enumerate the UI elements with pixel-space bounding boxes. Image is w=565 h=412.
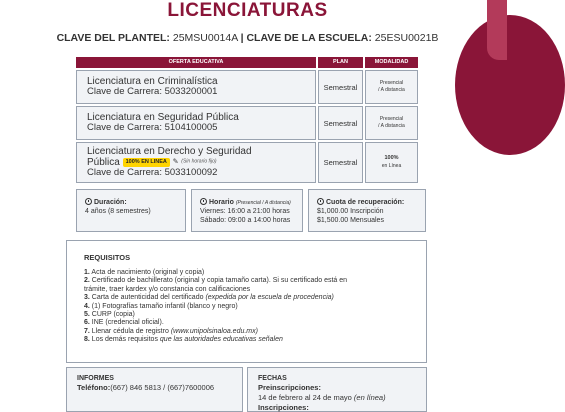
oferta-table xyxy=(76,57,420,183)
item-text: (1) Fotografías tamaño infantil (blanco y negro) xyxy=(91,302,238,310)
item-text: INE (credencial oficial). xyxy=(91,319,164,327)
list-item xyxy=(84,319,426,327)
duracion-value: 4 años (8 semestres) xyxy=(85,208,151,216)
item-text: Carta de autenticidad del certificado xyxy=(91,294,204,302)
requisitos-title: REQUISITOS xyxy=(84,253,131,262)
oferta-cell xyxy=(76,70,316,104)
list-item xyxy=(84,277,426,285)
informes-title: INFORMES xyxy=(77,375,114,382)
page-title: LICENCIATURAS xyxy=(167,0,328,21)
item-num: 4. xyxy=(84,302,90,310)
list-item xyxy=(84,328,426,336)
duracion-label: Duración: xyxy=(94,199,127,206)
modalidad-line-2: / A distancia xyxy=(378,87,405,93)
clock-icon xyxy=(85,198,92,205)
informes-box xyxy=(66,367,243,412)
modalidad-line-2: / A distancia xyxy=(378,123,405,129)
item-text: CURP (copia) xyxy=(91,310,135,318)
table-header xyxy=(76,57,420,68)
item-text: Certificado de bachillerato (original y copia tamaño carta). Si su certificado está en xyxy=(91,277,348,285)
horario-label: Horario xyxy=(209,199,234,206)
telefono-label: Teléfono: xyxy=(77,383,111,393)
clave-line xyxy=(0,32,495,44)
table-row xyxy=(76,106,420,140)
header-oferta: OFERTA EDUCATIVA xyxy=(76,57,316,68)
item-link: (www.unipolsinaloa.edu.mx) xyxy=(170,327,258,335)
money-icon xyxy=(317,198,324,205)
item-note: que las autoridades educativas señalen xyxy=(159,336,283,344)
oferta-cell xyxy=(76,142,316,183)
online-badge: 100% EN LINEA xyxy=(123,158,170,166)
fechas-box xyxy=(247,367,427,412)
modalidad-cell xyxy=(365,70,418,104)
preinscripciones-value: 14 de febrero al 24 de mayo xyxy=(258,392,352,402)
item-num: 2. xyxy=(84,277,90,285)
item-num: 5. xyxy=(84,310,90,318)
cuota-line-2: $1,500.00 Mensuales xyxy=(317,217,384,225)
item-num: 8. xyxy=(84,336,90,344)
item-num: 7. xyxy=(84,327,90,335)
list-item xyxy=(84,269,426,277)
plan-cell: Semestral xyxy=(318,70,363,104)
horario-box xyxy=(191,189,303,232)
horario-line-1: Viernes: 16:00 a 21:00 horas xyxy=(200,208,290,216)
pencil-icon: ✎ xyxy=(172,158,179,166)
inscripciones-label: Inscripciones: xyxy=(258,402,309,412)
clave-carrera: Clave de Carrera: 5033100092 xyxy=(87,167,218,179)
clave-plantel-label: CLAVE DEL PLANTEL: xyxy=(56,32,170,44)
cuota-box xyxy=(308,189,426,232)
table-row xyxy=(76,142,420,183)
clave-carrera: Clave de Carrera: 5033200001 xyxy=(87,86,218,98)
item-text: Llenar cédula de registro xyxy=(91,327,169,335)
clave-separator: | xyxy=(240,32,244,44)
requisitos-box xyxy=(66,240,427,363)
list-item xyxy=(84,294,426,302)
no-schedule-note: (Sin horario fijo) xyxy=(181,158,217,165)
item-note: (expedida por la escuela de procedencia) xyxy=(205,294,334,302)
clock-icon xyxy=(200,198,207,205)
duracion-box xyxy=(76,189,186,232)
licenciatura-name: Licenciatura en Seguridad Pública xyxy=(87,112,239,124)
licenciatura-name: Licenciatura en Criminalística xyxy=(87,76,218,88)
modalidad-cell xyxy=(365,106,418,140)
item-num: 6. xyxy=(84,319,90,327)
table-row xyxy=(76,70,420,104)
preinscripciones-label: Preinscripciones: xyxy=(258,383,321,393)
header-plan: PLAN xyxy=(318,57,363,68)
item-text: Los demás requisitos xyxy=(91,336,158,344)
telefono-value: (667) 846 5813 / (667)7600006 xyxy=(110,383,215,393)
item-num: 1. xyxy=(84,269,90,276)
clave-carrera: Clave de Carrera: 5104100005 xyxy=(87,122,218,134)
list-item xyxy=(84,286,426,294)
header-modalidad: MODALIDAD xyxy=(365,57,418,68)
list-item xyxy=(84,336,426,344)
licenciatura-name: Licenciatura en Derecho y Seguridad xyxy=(87,146,252,157)
oferta-cell xyxy=(76,106,316,140)
clave-plantel-value: 25MSU0014A xyxy=(172,32,238,44)
modalidad-cell xyxy=(365,142,418,183)
clave-escuela-value: 25ESU0021B xyxy=(374,32,439,44)
modalidad-line-1: 100% xyxy=(384,155,399,162)
licenciatura-name-cont: Pública xyxy=(87,157,120,169)
modalidad-line-2: en Línea xyxy=(381,162,402,169)
plan-cell: Semestral xyxy=(318,142,363,183)
horario-sub: (Presencial / A distancia) xyxy=(235,200,291,206)
plan-cell: Semestral xyxy=(318,106,363,140)
cuota-line-1: $1,000.00 Inscripción xyxy=(317,208,384,216)
preinscripciones-note: (en línea) xyxy=(353,392,386,402)
list-item xyxy=(84,303,426,311)
fechas-title: FECHAS xyxy=(258,375,287,382)
item-num: 3. xyxy=(84,294,90,302)
cuota-label: Cuota de recuperación: xyxy=(326,199,405,206)
item-text: trámite, traer kardex y/o constancia con calificaciones xyxy=(84,285,251,293)
item-text: Acta de nacimiento (original y copia) xyxy=(91,269,205,276)
horario-line-2: Sábado: 09:00 a 14:00 horas xyxy=(200,217,291,225)
clave-escuela-label: CLAVE DE LA ESCUELA: xyxy=(246,32,372,44)
modalidad-line-1: Presencial xyxy=(379,116,404,123)
modalidad-line-1: Presencial xyxy=(379,80,404,87)
list-item xyxy=(84,311,426,319)
